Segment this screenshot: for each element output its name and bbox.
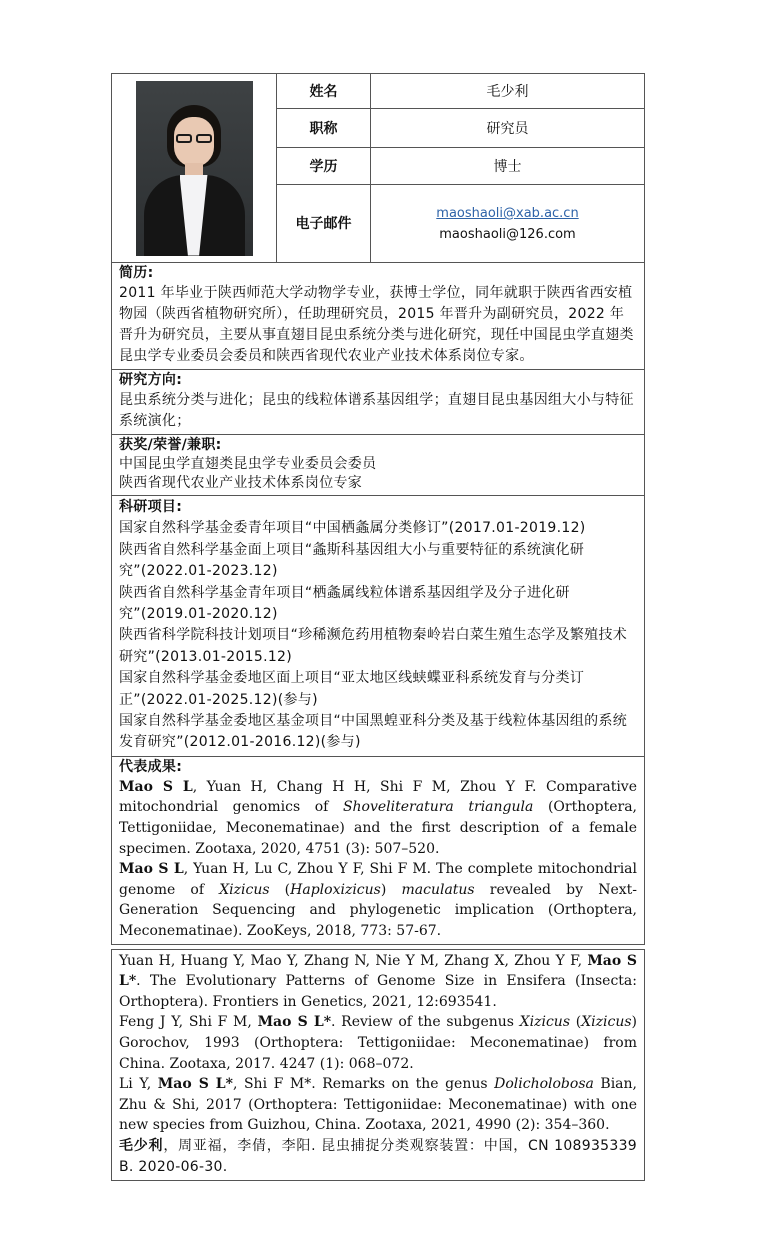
email-value — [371, 184, 645, 262]
project-item: 陕西省自然科学基金青年项目“栖螽属线粒体谱系基因组学及分子进化研究”(2019.01-2020.12) — [119, 584, 570, 623]
project-item: 陕西省自然科学基金面上项目“螽斯科基因组大小与重要特征的系统演化研究”(2022.01-2023.12) — [119, 541, 585, 580]
award-item: 中国昆虫学直翅类昆虫学专业委员会委员 — [119, 456, 377, 472]
project-item: 国家自然科学基金委青年项目“中国栖螽属分类修订”(2017.01-2019.12) — [119, 520, 586, 537]
award-item: 陕西省现代农业产业技术体系岗位专家 — [119, 475, 363, 491]
research-heading: 研究方向: — [119, 372, 183, 388]
degree-value: 博士 — [371, 147, 645, 184]
reference-item: Li Y, Mao S L*, Shi F M*. Remarks on the genus Dolicholobosa Bian, Zhu & Shi, 2017 (Orthoptera: Tettigoniidae: Meconematinae) with one new species from Guizhou, China. Zootaxa, 2021, 4990 (2): 354–360. — [119, 1076, 637, 1134]
reference-item: Yuan H, Huang Y, Mao Y, Zhang N, Nie Y M, Zhang X, Zhou Y F, Mao S L*. The Evolutionary Patterns of Genome Size in Ensifera (Insecta: Orthoptera). Frontiers in Genetics, 2021, 12:693541. — [119, 952, 638, 1010]
project-item: 国家自然科学基金委地区面上项目“亚太地区线蛱蝶亚科系统发育与分类订正”(2022.01-2025.12)(参与) — [119, 670, 585, 708]
title-value: 研究员 — [371, 108, 645, 147]
profile-photo — [136, 81, 253, 256]
name-value: 毛少利 — [371, 74, 645, 109]
projects-heading: 科研项目: — [119, 499, 183, 515]
outputs-heading: 代表成果: — [119, 758, 183, 775]
bio-section — [111, 263, 645, 370]
bio-heading: 简历: — [119, 265, 154, 281]
projects-section — [111, 496, 645, 757]
degree-label: 学历 — [277, 147, 371, 184]
title-label: 职称 — [277, 108, 371, 147]
reference-item: Mao S L, Yuan H, Chang H H, Shi F M, Zhou Y F. Comparative mitochondrial genomics of Shoveliteratura triangula (Orthoptera, Tettigoniidae, Meconematinae) and the first description of a female specimen. Zootaxa, 2020, 4751 (3): 507–520. — [119, 778, 638, 857]
research-text: 昆虫系统分类与进化；昆虫的线粒体谱系基因组学；直翅目昆虫基因组大小与特征系统演化； — [119, 392, 634, 429]
photo-cell — [112, 74, 277, 263]
name-label: 姓名 — [277, 74, 371, 109]
research-section — [111, 370, 645, 435]
reference-item: 毛少利，周亚福，李倩，李阳. 昆虫捕捉分类观察装置：中国，CN 108935339 B. 2020-06-30. — [119, 1137, 637, 1175]
email-link-primary[interactable]: maoshaoli@xab.ac.cn — [436, 205, 579, 221]
project-item: 国家自然科学基金委地区基金项目“中国黑蝗亚科分类及基于线粒体基因组的系统发育研究”(2012.01-2016.12)(参与) — [119, 713, 628, 751]
outputs-continued-refs — [119, 951, 637, 1178]
email-label: 电子邮件 — [277, 184, 371, 262]
outputs-continued-section — [111, 949, 645, 1182]
outputs-section — [111, 757, 645, 945]
reference-item: Mao S L, Yuan H, Lu C, Zhou Y F, Shi F M. The complete mitochondrial genome of Xizicus (Haploxizicus) maculatus revealed by Next-Generation Sequencing and phylogenetic implication (Orthoptera, Meconematinae). ZooKeys, 2018, 773: 57-67. — [119, 861, 638, 940]
awards-section — [111, 435, 645, 496]
awards-heading: 获奖/荣誉/兼职: — [119, 437, 222, 453]
reference-item: Feng J Y, Shi F M, Mao S L*. Review of the subgenus Xizicus (Xizicus) Gorochov, 1993 (Orthoptera: Tettigoniidae: Meconematinae) from China. Zootaxa, 2017. 4247 (1): 068–072. — [119, 1014, 637, 1072]
email-secondary: maoshaoli@126.com — [439, 226, 576, 242]
outputs-refs — [119, 777, 637, 942]
project-item: 陕西省科学院科技计划项目“珍稀濒危药用植物秦岭岩白菜生殖生态学及繁殖技术研究”(2013.01-2015.12) — [119, 627, 628, 665]
profile-table — [111, 73, 645, 263]
bio-text: 2011 年毕业于陕西师范大学动物学专业，获博士学位，同年就职于陕西省西安植物园（陕西省植物研究所），任助理研究员，2015 年晋升为副研究员，2022 年晋升为研究员，主要从事直翅目昆虫系统分类与进化研究，现任中国昆虫学直翅类昆虫学专业委员会委员和陕西省现代农业产业技术体系岗位专家。 — [119, 285, 634, 364]
profile-sheet — [111, 73, 645, 1181]
